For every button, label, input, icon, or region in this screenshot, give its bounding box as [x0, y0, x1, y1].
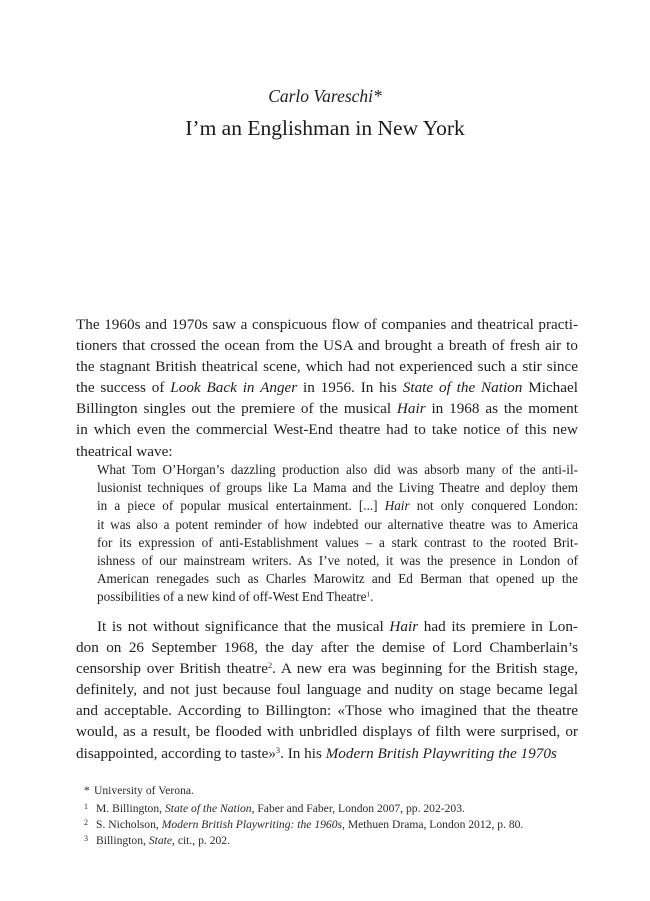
text-line — [97, 552, 578, 570]
line-text: the success of — [76, 379, 171, 397]
text-line — [97, 479, 578, 497]
line-text: censorship over British theatre — [76, 660, 268, 678]
line-italic-text: Hair — [389, 618, 419, 635]
author-name: Carlo Vareschi* — [268, 86, 382, 106]
line-text: tioners that crossed the ocean from the USA and brought a breath of fresh air to — [76, 337, 578, 355]
footnote-item — [84, 799, 584, 815]
line-text: The 1960s and 1970s saw a conspicuous flow of companies and theatrical practi- — [76, 316, 578, 333]
text-line — [76, 441, 578, 462]
line-text: theatrical wave: — [76, 442, 173, 460]
body-paragraph-1 — [76, 314, 578, 462]
footnote-reference: 2 — [267, 661, 273, 671]
body-paragraph-2 — [76, 616, 578, 764]
text-line — [76, 721, 578, 742]
text-line — [76, 398, 578, 419]
footnote-mark: * — [84, 784, 90, 797]
text-line — [97, 516, 578, 534]
line-text: Michael — [522, 379, 578, 397]
line-text: it was also a potent reminder of how indebted our alternative theatre was to America — [97, 516, 578, 532]
text-line — [97, 497, 578, 515]
line-text: in 1968 as the moment — [425, 400, 578, 418]
line-italic-text: Hair — [384, 498, 410, 514]
line-text: Billington singles out the premiere of the musical — [76, 400, 397, 418]
text-line — [97, 588, 578, 606]
text-line — [76, 356, 578, 377]
footnote-item — [84, 783, 584, 799]
footnotes — [84, 783, 584, 847]
text-line — [76, 679, 578, 700]
footnote-mark: 1 — [84, 802, 88, 811]
footnote-reference: 1 — [366, 590, 371, 599]
line-italic-text: Modern British Playwriting the 1970s — [325, 744, 557, 762]
line-text: disappointed, according to taste» — [76, 744, 276, 762]
text-line — [97, 461, 578, 479]
line-text: in which even the commercial West-End theatre had to take notice of this new — [76, 421, 578, 439]
line-text: had its premiere in Lon- — [418, 618, 578, 635]
line-text: in a piece of popular musical entertainment. [...] — [97, 498, 385, 514]
line-text: . In his — [280, 744, 326, 762]
footnote-reference: 3 — [275, 745, 281, 755]
footnote-text: , Methuen Drama, London 2012, p. 80. — [342, 818, 524, 831]
text-line — [76, 743, 578, 764]
footnote-text: University of Verona. — [94, 784, 194, 797]
footnote-mark: 2 — [84, 818, 88, 827]
line-text: . — [370, 589, 374, 605]
text-line — [76, 335, 578, 356]
line-text: would, as a result, be flooded with unbridled displays of filth were surprised, or — [76, 723, 578, 741]
line-text: possibilities of a new kind of off-West End Theatre — [97, 589, 367, 605]
line-text: the stagnant British theatrical scene, which had not experienced such a stir since — [76, 358, 578, 376]
footnote-text: , cit., p. 202. — [172, 834, 230, 847]
line-text: and acceptable. According to Billington: «Those who imagined that the theatre — [76, 702, 578, 720]
footnote-text: Billington, — [96, 834, 149, 847]
text-line — [97, 570, 578, 588]
line-text: What Tom O’Horgan’s dazzling production also did was absorb many of the anti-il- — [97, 462, 578, 477]
text-line — [76, 616, 578, 637]
line-text: ishness of our mainstream writers. As I’ve noted, it was the presence in London of — [97, 552, 578, 568]
line-italic-text: Hair — [396, 400, 426, 418]
line-italic-text: State of the Nation — [402, 379, 523, 397]
footnote-italic-text: Modern British Playwriting: the 1960s — [161, 818, 343, 831]
line-text: in 1956. In his — [297, 379, 403, 397]
footnote-italic-text: State — [148, 834, 173, 847]
footnote-text: , Faber and Faber, London 2007, pp. 202-203. — [251, 802, 465, 815]
footnote-italic-text: State of the Nation — [164, 802, 252, 815]
text-line — [97, 534, 578, 552]
text-line — [76, 637, 578, 658]
block-quote — [97, 461, 578, 607]
footnote-text: S. Nicholson, — [96, 818, 162, 831]
line-text: American renegades such as Charles Marowitz and Ed Berman that opened up the — [97, 571, 578, 587]
footnote-item — [84, 815, 584, 831]
text-line — [76, 314, 578, 335]
text-line — [76, 419, 578, 440]
footnote-mark: 3 — [84, 834, 88, 843]
footnote-text: M. Billington, — [96, 802, 165, 815]
text-line — [76, 377, 578, 398]
line-text: don on 26 September 1968, the day after the demise of Lord Chamberlain’s — [76, 639, 578, 657]
text-line — [76, 658, 578, 679]
line-text: . A new era was beginning for the British stage, — [272, 660, 578, 678]
footnote-item — [84, 831, 584, 847]
text-line — [76, 700, 578, 721]
article-title: I’m an Englishman in New York — [185, 116, 465, 140]
line-text: definitely, and not just because foul language and nudity on stage became legal — [76, 681, 578, 699]
line-text: for its expression of anti-Establishment values – a stark contrast to the rooted Brit- — [97, 534, 578, 550]
line-text: lusionist techniques of groups like La Mama and the Living Theatre and deploy them — [97, 480, 578, 496]
line-text: not only conquered London: — [409, 498, 579, 514]
line-text: It is not without significance that the musical — [97, 618, 390, 635]
line-italic-text: Look Back in Anger — [170, 379, 298, 397]
